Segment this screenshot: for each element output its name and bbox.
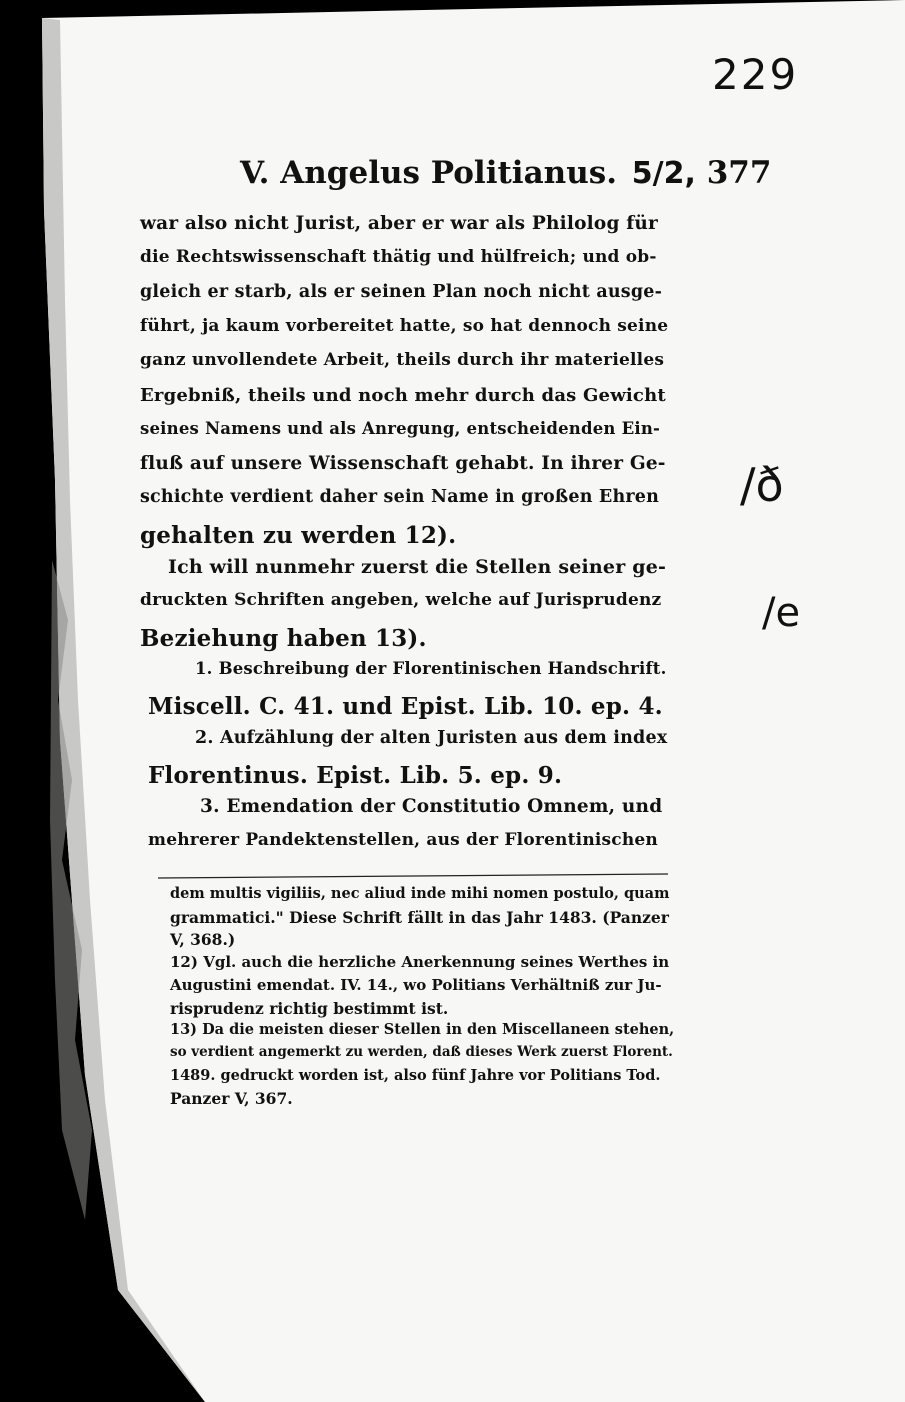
body-line: Miscell. C. 41. und Epist. Lib. 10. ep. 4. bbox=[148, 693, 663, 721]
body-line: fluß auf unsere Wissenschaft gehabt. In ihrer Ge- bbox=[140, 453, 666, 475]
body-line: gleich er starb, als er seinen Plan noch nicht ausge- bbox=[140, 281, 663, 302]
footnote-line: risprudenz richtig bestimmt ist. bbox=[170, 998, 449, 1018]
footnote-line: Augustini emendat. IV. 14., wo Politians Verhältniß zur Ju- bbox=[170, 975, 662, 994]
body-line: ganz unvollendete Arbeit, theils durch ihr materielles bbox=[140, 350, 665, 371]
footnote-line: grammatici." Diese Schrift fällt in das Jahr 1483. (Panzer bbox=[170, 907, 669, 927]
page-number: 377 bbox=[706, 155, 772, 191]
footnote-line: Panzer V, 367. bbox=[170, 1089, 293, 1109]
body-line: gehalten zu werden 12). bbox=[140, 521, 457, 549]
body-line: 3. Emendation der Constitutio Omnem, und bbox=[200, 796, 663, 818]
folio-number: 229 bbox=[712, 50, 799, 99]
footnote-line: V, 368.) bbox=[170, 930, 236, 950]
body-line: 2. Aufzählung der alten Juristen aus dem index bbox=[195, 727, 668, 748]
body-line: seines Namens und als Anregung, entscheidenden Ein- bbox=[140, 418, 661, 438]
running-head-title: V. Angelus Politianus. bbox=[240, 155, 617, 191]
body-line: mehrerer Pandektenstellen, aus der Florentinischen bbox=[148, 830, 658, 851]
body-line: war also nicht Jurist, aber er war als Philolog für bbox=[140, 213, 658, 234]
body-line: Beziehung haben 13). bbox=[140, 624, 427, 652]
body-line: Florentinus. Epist. Lib. 5. ep. 9. bbox=[148, 761, 563, 789]
body-line: führt, ja kaum vorbereitet hatte, so hat dennoch seine bbox=[140, 315, 669, 336]
body-line: druckten Schriften angeben, welche auf Jurisprudenz bbox=[140, 590, 662, 611]
footnote-line: 12) Vgl. auch die herzliche Anerkennung seines Werthes in bbox=[170, 953, 670, 972]
footnote-line: 1489. gedruckt worden ist, also fünf Jahre vor Politians Tod. bbox=[170, 1066, 661, 1084]
body-line: 1. Beschreibung der Florentinischen Handschrift. bbox=[195, 658, 667, 678]
running-head bbox=[240, 155, 771, 191]
margin-mark-2: /e bbox=[762, 590, 801, 636]
footnote-line: dem multis vigiliis, nec aliud inde mihi nomen postulo, quam bbox=[170, 885, 670, 902]
margin-mark-1: /ð bbox=[740, 458, 784, 512]
body-line: Ergebniß, theils und noch mehr durch das Gewicht bbox=[140, 384, 666, 406]
footnote-line: 13) Da die meisten dieser Stellen in den Miscellaneen stehen, bbox=[170, 1021, 675, 1039]
body-line: schichte verdient daher sein Name in großen Ehren bbox=[140, 487, 660, 508]
footnote-line: so verdient angemerkt zu werden, daß dieses Werk zuerst Florent. bbox=[170, 1043, 673, 1060]
body-line: Ich will nunmehr zuerst die Stellen seiner ge- bbox=[168, 556, 667, 578]
head-annotation: 5/2, bbox=[631, 156, 696, 191]
body-line: die Rechtswissenschaft thätig und hülfreich; und ob- bbox=[140, 247, 657, 268]
